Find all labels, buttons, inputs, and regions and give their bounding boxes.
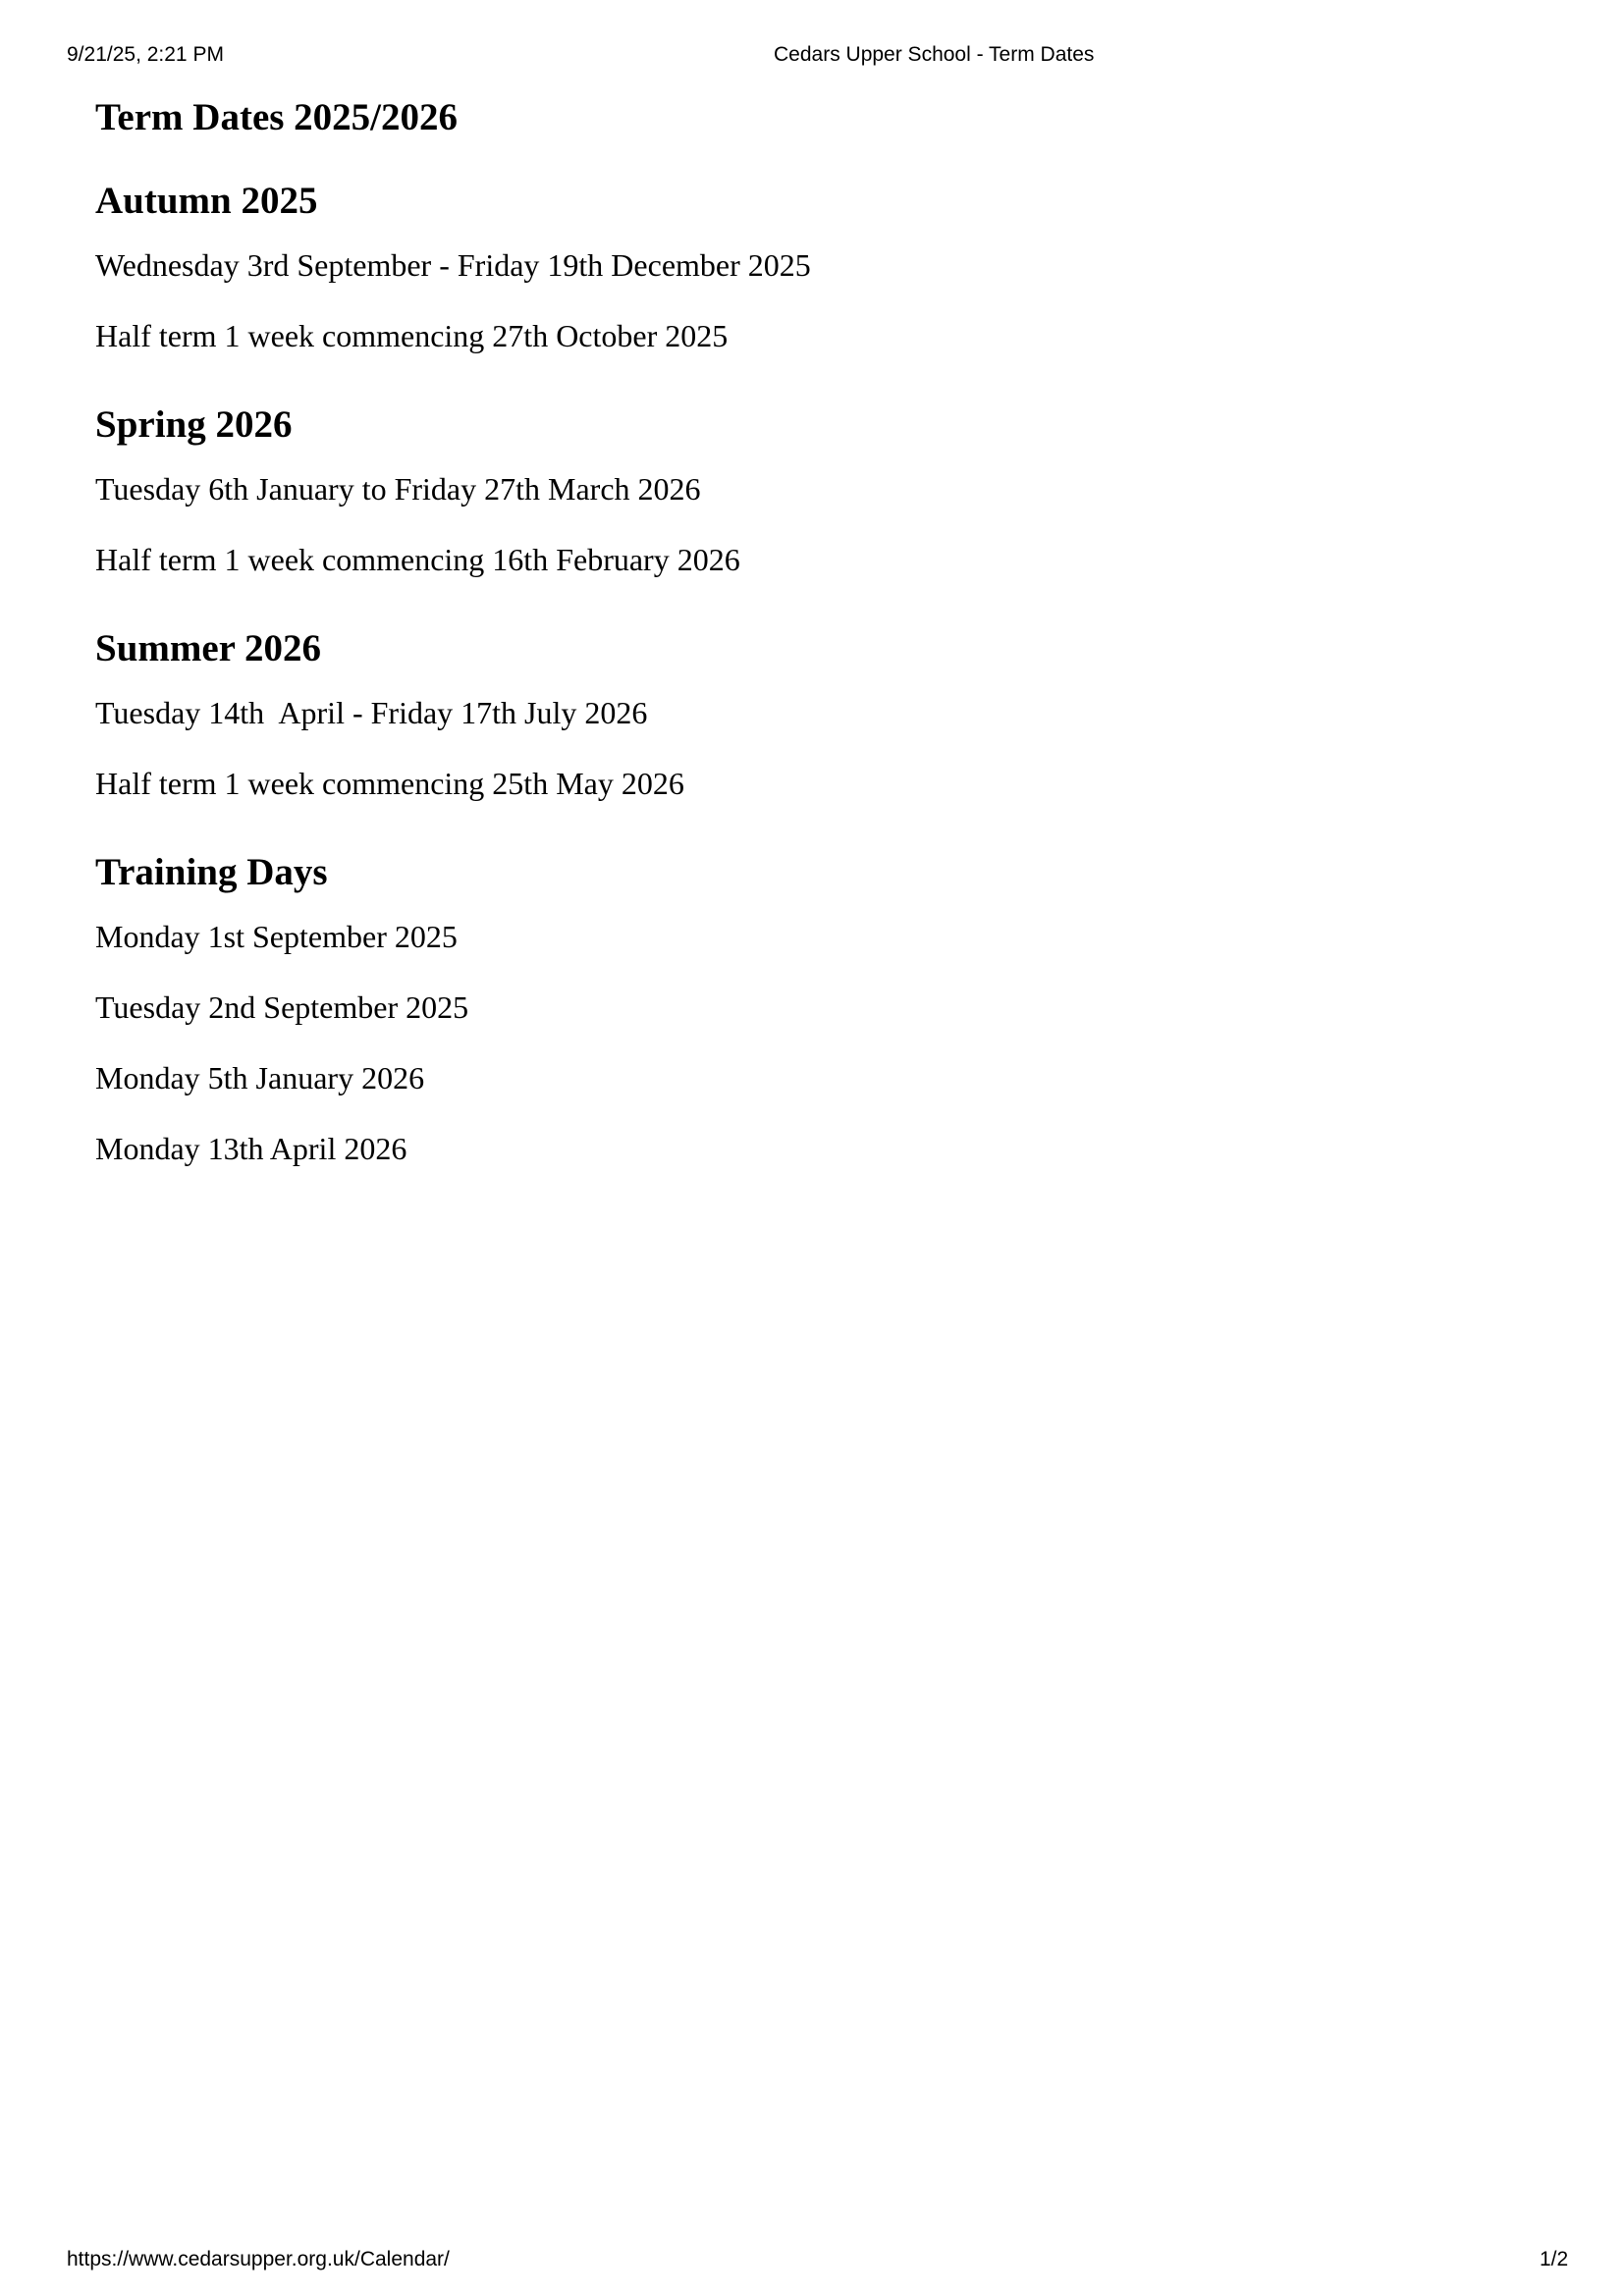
section-autumn-2025: [95, 173, 1529, 371]
training-day-line: Tuesday 2nd September 2025: [95, 989, 469, 1025]
section-heading: Training Days: [95, 851, 328, 893]
half-term-line: Half term 1 week commencing 25th May 2026: [95, 766, 684, 801]
print-header: [0, 39, 1624, 71]
training-day-line: Monday 1st September 2025: [95, 919, 458, 954]
print-footer: [0, 2244, 1624, 2275]
main-content: [95, 88, 1529, 1184]
section-training-days: [95, 844, 1529, 1184]
print-page-title: Cedars Upper School - Term Dates: [774, 43, 1095, 66]
page-title: Term Dates 2025/2026: [95, 96, 459, 138]
term-dates-line: Tuesday 14th April - Friday 17th July 2026: [95, 695, 648, 730]
section-heading: Autumn 2025: [95, 180, 318, 222]
training-day-line: Monday 13th April 2026: [95, 1131, 407, 1166]
section-spring-2026: [95, 397, 1529, 595]
term-dates-line: Tuesday 6th January to Friday 27th March 2026: [95, 471, 701, 507]
section-heading: Spring 2026: [95, 403, 293, 446]
section-summer-2026: [95, 620, 1529, 819]
term-dates-line: Wednesday 3rd September - Friday 19th December 2025: [95, 247, 811, 283]
training-day-line: Monday 5th January 2026: [95, 1060, 425, 1095]
print-timestamp: 9/21/25, 2:21 PM: [67, 43, 224, 66]
half-term-line: Half term 1 week commencing 27th October 2025: [95, 318, 729, 353]
print-page-number: 1/2: [1540, 2248, 1569, 2270]
half-term-line: Half term 1 week commencing 16th February 2026: [95, 542, 740, 577]
print-url: https://www.cedarsupper.org.uk/Calendar/: [67, 2248, 450, 2270]
section-heading: Summer 2026: [95, 627, 322, 669]
